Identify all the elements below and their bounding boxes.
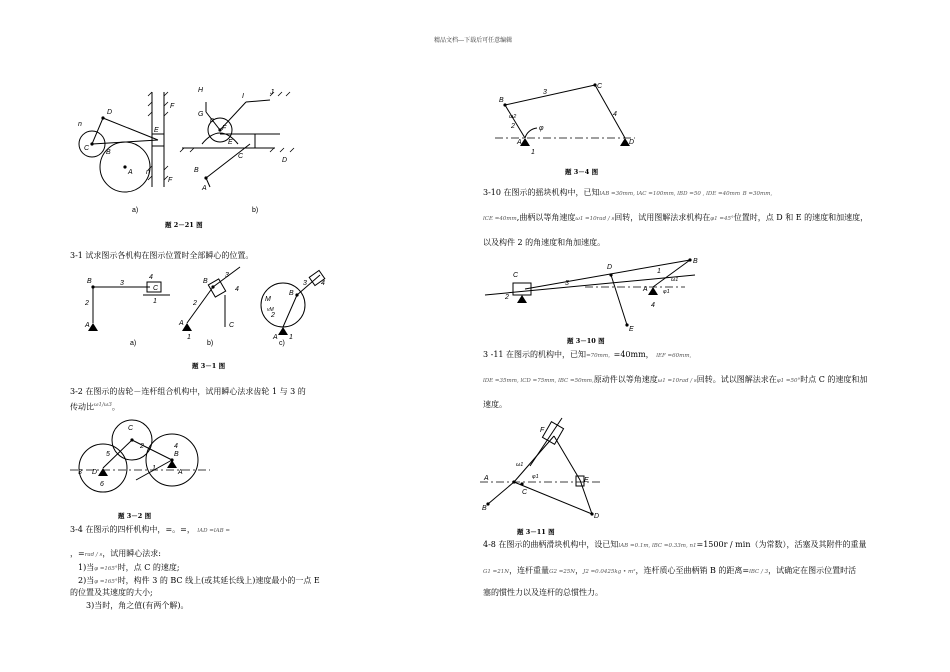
page-header: 精品文档---下载后可任意编辑 xyxy=(434,37,513,44)
p310-text2b: 回转，试用图解法求机构在 xyxy=(614,213,711,222)
p310-formula1: lAB =30mm, lAC =100mm, lBD =50 , lDE =40mm xyxy=(599,191,741,197)
p311-formula2: lDE =35mm, lCD =75mm, lBC =50mm, xyxy=(483,378,594,384)
fig31-label-B2: B xyxy=(203,278,208,285)
problem-3-4-line6: 3)当时，角之值(有两个解)。 xyxy=(86,601,189,610)
p48-text2d: ，试确定在图示位置时活 xyxy=(768,566,857,575)
p311-formula1: =70mm， xyxy=(586,353,614,359)
fig311-label-phi1: φ1 xyxy=(532,474,539,480)
fig34-label-D: D xyxy=(629,139,635,146)
fig221-label-F: F xyxy=(170,103,175,110)
fig311-label-D: D xyxy=(594,513,600,520)
fig221-label-A: A xyxy=(128,169,133,176)
p311-formula2c: φ1 =50° xyxy=(776,378,801,384)
p34-formula1: lAD =lAB = xyxy=(197,528,231,534)
fig32-label-5: 5 xyxy=(106,451,110,458)
fig31-label-C2: C xyxy=(229,322,235,329)
fig31-label-A: A xyxy=(85,322,90,329)
fig31-label-2: 2 xyxy=(85,300,89,307)
fig221-label-C2: C xyxy=(238,153,244,160)
problem-3-4-line3 xyxy=(78,562,180,575)
p48-text2a: ，连杆重量 xyxy=(509,566,550,575)
problem-3-10-line2 xyxy=(483,212,868,225)
fig34-label-C: C xyxy=(597,83,603,90)
fig34-label-4: 4 xyxy=(613,111,617,118)
fig31-label-2b: 2 xyxy=(193,300,197,307)
p34-text2b: ，试用瞬心法求: xyxy=(102,549,162,558)
fig32-label-1: 1 xyxy=(152,465,156,472)
fig221-label-B: B xyxy=(106,149,111,156)
fig34-label-B: B xyxy=(499,97,504,104)
problem-3-10-line3: 以及构件 2 的角速度和角加速度。 xyxy=(483,238,606,247)
p48-text1b: =1500r / min（为常数），活塞及其附件的重量 xyxy=(696,540,867,549)
fig34-label-3: 3 xyxy=(543,89,547,96)
fig31-sub-b: b) xyxy=(207,340,214,347)
p48-formula2: G1 =21N xyxy=(483,569,510,575)
fig31-label-1b: 1 xyxy=(187,334,191,341)
p311-formula2b: ω1 =10rad / s xyxy=(657,378,697,384)
p311-text2a: 原动件以等角速度 xyxy=(593,375,658,384)
fig31-label-C: C xyxy=(153,285,159,292)
fig221-label-n: n xyxy=(78,121,82,128)
fig31-caption: 题 3－1 图 xyxy=(192,362,226,370)
p311-text1: 3 -11 在图示的机构中，已知 xyxy=(483,350,587,359)
problem-3-1-text: 3-1 试求图示各机构在图示位置时全部瞬心的位置。 xyxy=(70,251,254,260)
p311-formula1b: lEF =60mm, xyxy=(656,353,692,359)
fig34-label-A: A xyxy=(517,139,522,146)
fig31-label-4b: 4 xyxy=(235,286,239,293)
fig31-label-B3: B xyxy=(289,290,294,297)
fig221-label-F2: F xyxy=(168,177,173,184)
p34-text4a: 2)当 xyxy=(78,576,95,585)
fig31-label-vM: vM xyxy=(267,307,274,313)
fig31-label-4c: 4 xyxy=(321,280,325,287)
figure-3-4 xyxy=(495,80,645,158)
problem-3-4-line2 xyxy=(70,548,161,561)
fig311-label-F: F xyxy=(540,427,545,434)
p48-formula1: lAB =0.1m, lBC =0.33m, n1 xyxy=(618,543,697,549)
figure-3-2 xyxy=(70,418,220,503)
fig311-label-B: B xyxy=(482,505,487,512)
fig310-label-phi1: φ1 xyxy=(663,289,670,295)
fig221-caption: 题 2－21 图 xyxy=(165,221,203,229)
p48-formula2b: G2 =25N xyxy=(549,569,576,575)
fig221-label-A2: A xyxy=(202,185,207,192)
p310-text1: 3-10 在图示的摇块机构中，已知 xyxy=(483,188,600,197)
fig221-label-C: C xyxy=(84,145,90,152)
p310-formula2b: ω1 =10rad / s xyxy=(575,216,615,222)
fig34-caption: 题 3－4 图 xyxy=(565,168,599,176)
fig31-label-1c: 1 xyxy=(289,334,293,341)
fig310-label-3: 3 xyxy=(565,280,569,287)
p310-text2c: 位置时，点 D 和 E 的速度和加速度， xyxy=(733,213,869,222)
fig31-label-2c: 2 xyxy=(271,312,275,319)
p34-formula3: φ =165° xyxy=(94,566,118,572)
fig221-label-J: J xyxy=(270,89,274,96)
p32-text: 传动比 xyxy=(70,402,94,412)
fig221-label-G: G xyxy=(198,111,204,118)
fig31-label-3c: 3 xyxy=(303,280,307,287)
p34-text1b: =。=， xyxy=(165,525,195,534)
fig31-sub-c: c) xyxy=(279,340,285,347)
fig310-label-4: 4 xyxy=(651,302,655,309)
p48-formula2d: lBC / 3 xyxy=(749,569,769,575)
problem-3-4-line5: 的位置及其速度的大小; xyxy=(70,588,153,597)
p310-text2a: ,曲柄以等角速度 xyxy=(516,213,576,222)
fig310-label-2: 2 xyxy=(505,294,509,301)
problem-3-11-line3: 速度。 xyxy=(483,400,507,409)
p34-text3b: 时，点 C 的速度; xyxy=(117,563,180,572)
figure-3-10 xyxy=(485,255,705,333)
fig310-label-A: A xyxy=(643,286,648,293)
fig31-label-A2: A xyxy=(179,320,184,327)
fig31-label-3b: 3 xyxy=(225,272,229,279)
fig221-sub-b: b) xyxy=(252,207,259,214)
fig31-label-A3: A xyxy=(273,334,278,341)
fig310-caption: 题 3－10 图 xyxy=(567,337,605,345)
fig32-label-D: D xyxy=(92,469,98,476)
problem-3-4-line1 xyxy=(70,524,230,537)
fig32-label-A: A xyxy=(178,469,183,476)
fig310-label-B: B xyxy=(693,258,698,265)
p310-formula2c: φ1 =45° xyxy=(710,216,734,222)
fig310-label-C: C xyxy=(513,272,519,279)
fig32-label-C: C xyxy=(128,425,134,432)
fig32-label-B: B xyxy=(174,451,179,458)
fig32-caption: 题 3－2 图 xyxy=(118,512,152,520)
p34-formula2: rad / s xyxy=(84,552,103,558)
fig34-label-1: 1 xyxy=(531,149,535,156)
problem-3-11-line1 xyxy=(483,349,691,362)
p48-text2b: ， xyxy=(575,566,584,575)
problem-4-8-line3: 塞的惯性力以及连杆的总惯性力。 xyxy=(483,588,603,597)
fig221-sub-a: a) xyxy=(132,207,139,214)
fig221-label-E2: E xyxy=(228,139,233,146)
fig31-label-M: M xyxy=(265,296,271,303)
p34-text3a: 1)当 xyxy=(78,563,95,572)
p311-text1b: =40mm， xyxy=(613,350,654,359)
fig31-label-4: 4 xyxy=(149,274,153,281)
fig34-label-phi: φ xyxy=(539,125,544,132)
fig310-label-w1: ω1 xyxy=(671,277,679,283)
figure-3-11 xyxy=(480,418,610,518)
p310-formula1g: B =30mm, xyxy=(742,191,773,197)
problem-3-2-text-line1: 3-2 在图示的齿轮－连杆组合机构中，试用瞬心法求齿轮 1 与 3 的 xyxy=(70,387,306,396)
problem-4-8-line1 xyxy=(483,539,866,552)
fig32-label-2: 2 xyxy=(140,443,144,450)
p48-formula2c: J2 =0.0425kg • m² xyxy=(583,569,636,575)
fig221-label-D: D xyxy=(107,109,113,116)
fig310-label-D: D xyxy=(607,264,613,271)
p48-text1: 4-8 在图示的曲柄滑块机构中，设已知 xyxy=(483,540,619,549)
fig221-label-E: E xyxy=(154,127,159,134)
fig221-label-F3: F xyxy=(222,125,227,132)
p311-text2b: 回转。试以图解法求在 xyxy=(696,375,777,384)
problem-4-8-line2 xyxy=(483,565,856,578)
fig221-label-B2: B xyxy=(194,167,199,174)
fig221-label-D2: D xyxy=(282,157,288,164)
fig311-label-w1: ω1 xyxy=(516,462,524,468)
p48-text2c: ，连杆质心至曲柄销 B 的距离= xyxy=(635,566,750,575)
p34-formula4: φ =165° xyxy=(94,579,118,585)
figure-3-1 xyxy=(75,265,325,350)
fig221-label-I: I xyxy=(242,93,244,100)
fig221-label-H: H xyxy=(198,87,204,94)
problem-3-2-text-line2 xyxy=(70,400,120,413)
fig32-label-6: 6 xyxy=(100,481,104,488)
p34-text4b: 时，构件 3 的 BC 线上(或其延长线上)速度最小的一点 E xyxy=(117,576,320,585)
fig311-caption: 题 3－11 图 xyxy=(517,528,555,536)
figure-2-21 xyxy=(70,82,330,222)
fig31-label-3: 3 xyxy=(120,280,124,287)
fig31-label-B: B xyxy=(87,278,92,285)
fig31-sub-a: a) xyxy=(130,340,137,347)
fig31-label-1: 1 xyxy=(153,298,157,305)
fig221-label-n3: n xyxy=(210,117,214,124)
fig311-label-A: A xyxy=(484,475,489,482)
fig311-label-C: C xyxy=(522,489,528,496)
fig311-label-E: E xyxy=(584,477,589,484)
fig32-label-3: 3 xyxy=(78,469,82,476)
p311-text2c: 时点 C 的速度和加 xyxy=(800,375,868,384)
p32-formula: ω1/ω3 xyxy=(94,402,112,408)
problem-3-11-line2 xyxy=(483,374,867,387)
fig310-label-E: E xyxy=(629,326,634,333)
p310-formula2: lCE =40mm xyxy=(483,216,517,222)
fig34-label-2: 2 xyxy=(511,123,515,130)
p32-end: 。 xyxy=(111,402,120,412)
fig221-label-n2: n xyxy=(146,169,150,176)
problem-3-10-line1 xyxy=(483,187,772,200)
fig310-label-1: 1 xyxy=(657,268,661,275)
fig34-label-w2: ω2 xyxy=(509,114,517,120)
p34-text1: 3-4 在图示的四杆机构中， xyxy=(70,525,166,534)
p34-text2a: ，= xyxy=(70,549,85,558)
fig32-label-4: 4 xyxy=(174,443,178,450)
